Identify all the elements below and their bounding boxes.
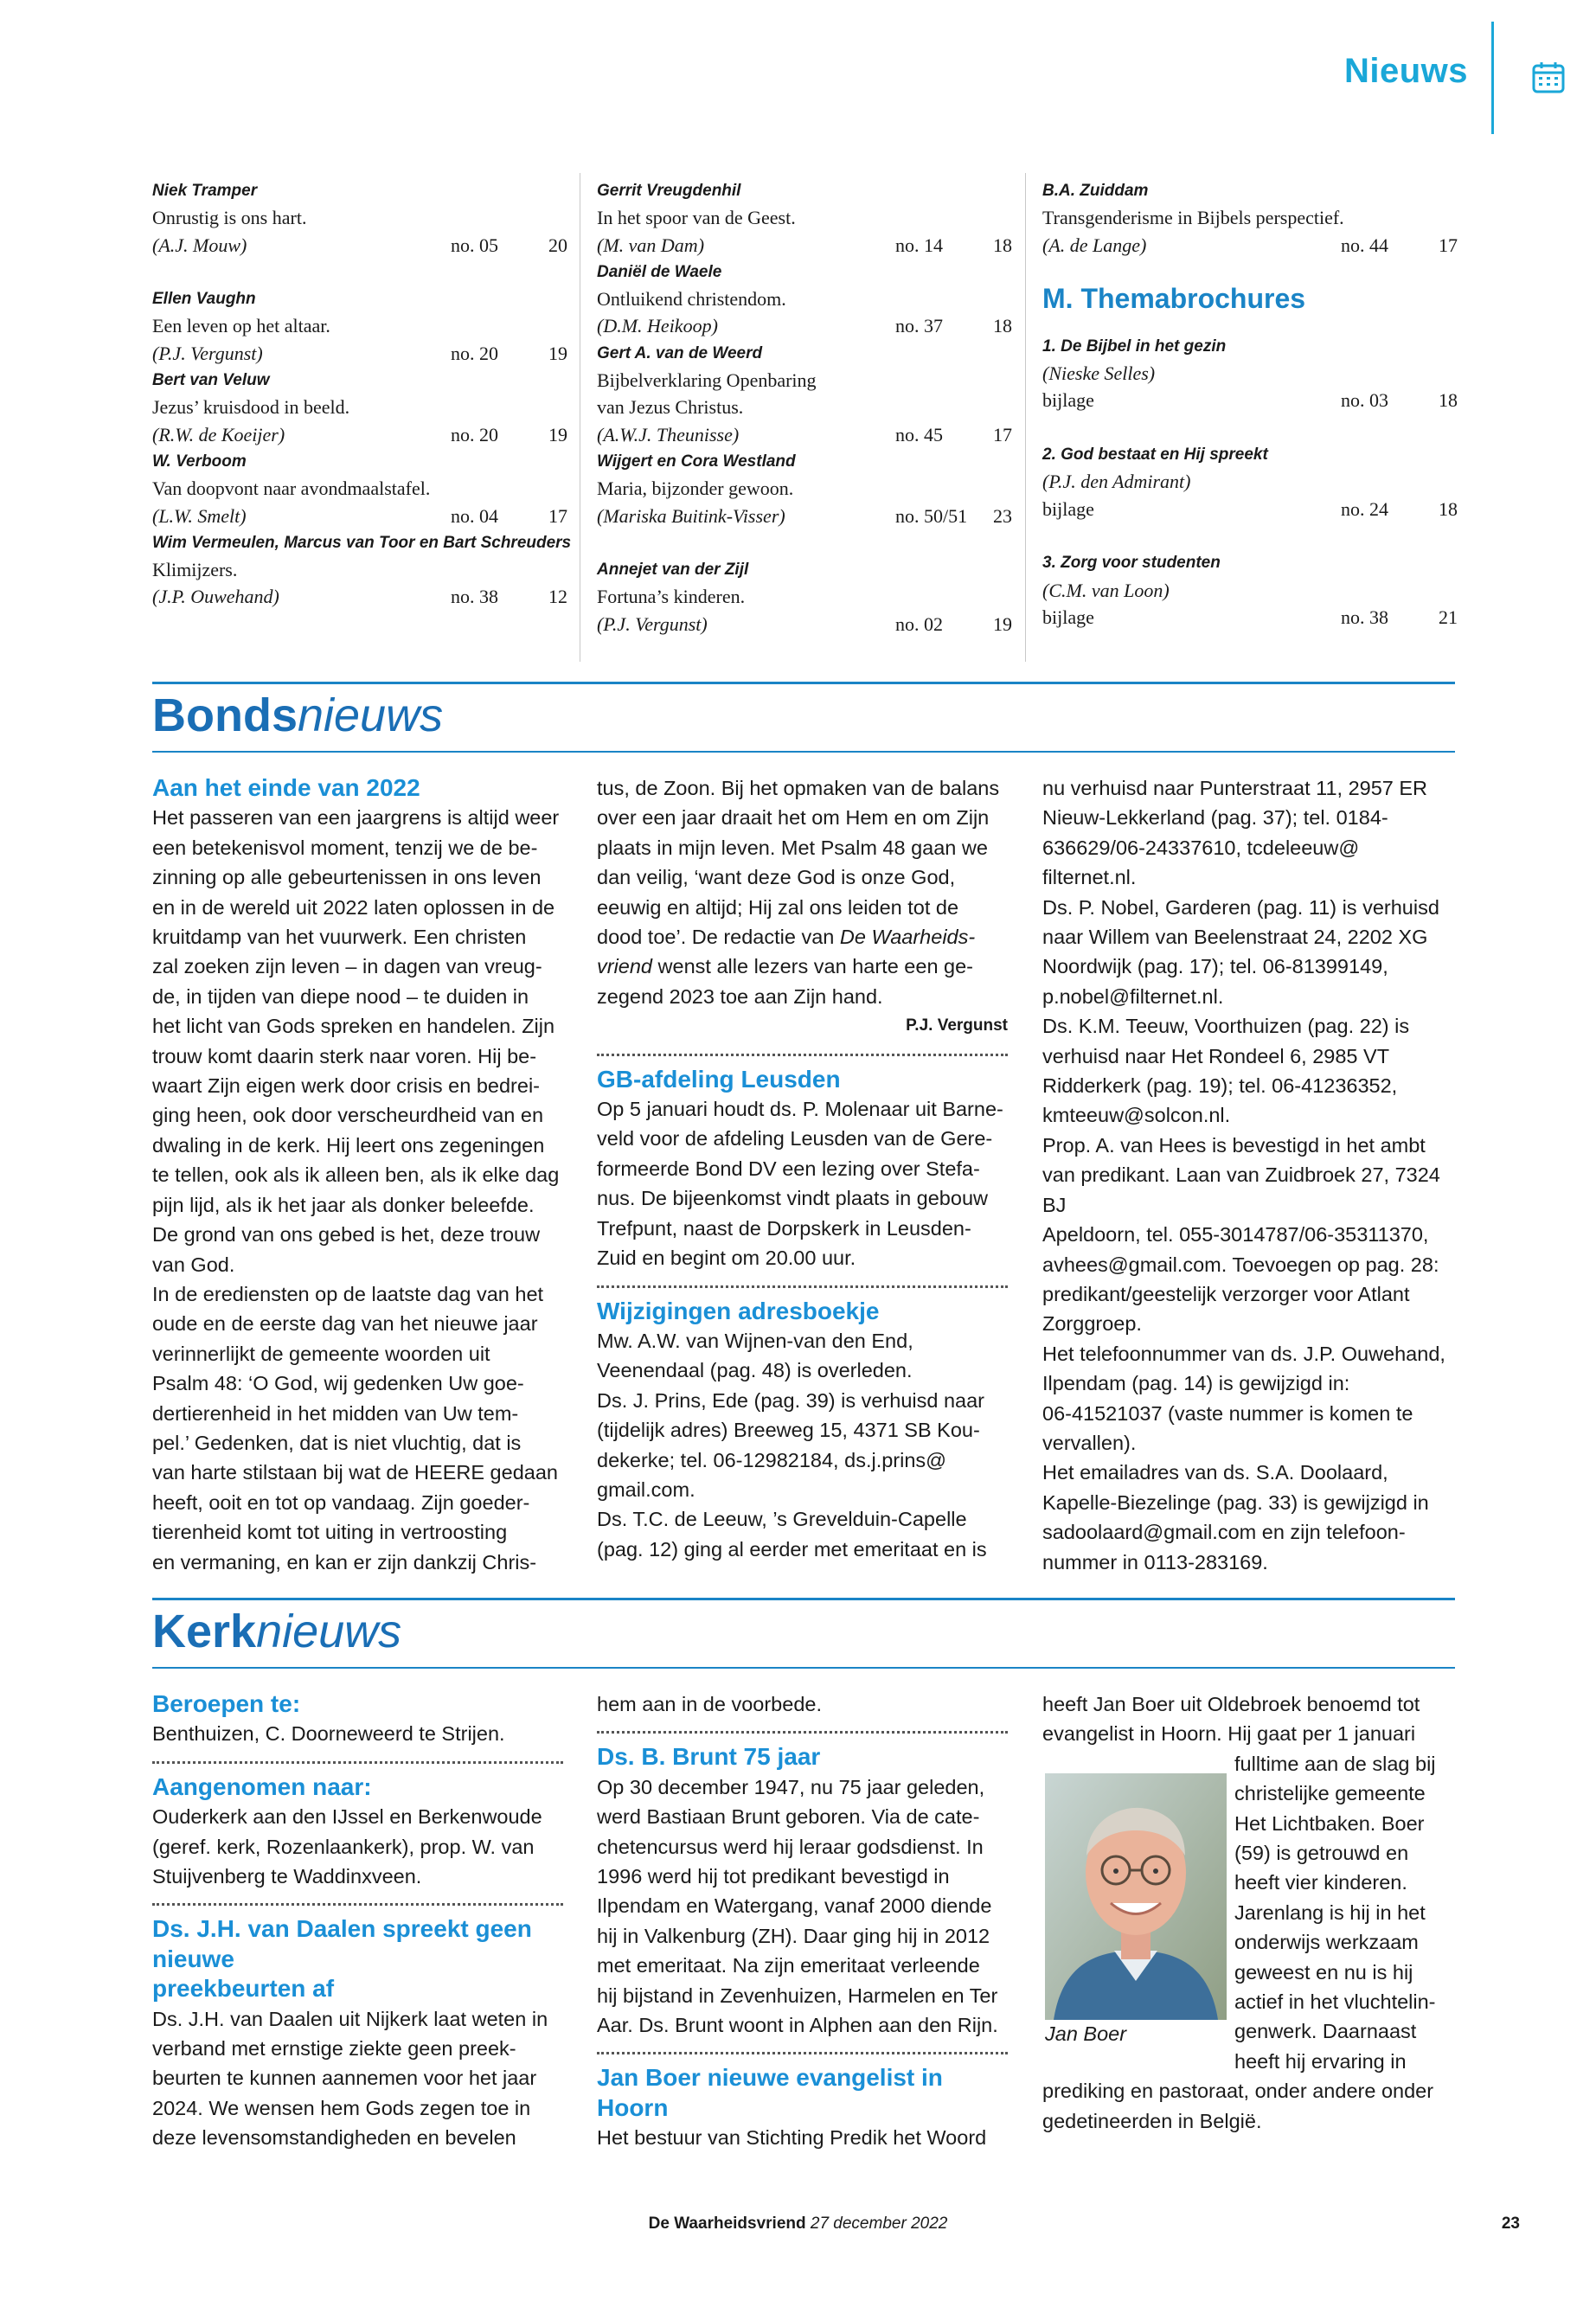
text-line: nu verhuisd naar Punterstraat 11, 2957 ER: [1042, 777, 1428, 799]
text-line: dood toe’. De redactie van De Waarheids-: [597, 926, 976, 949]
text-line: Het telefoonnummer van ds. J.P. Ouwehand,: [1042, 1342, 1445, 1365]
text-line: over een jaar draait het om Hem en om Zijn: [597, 806, 990, 830]
text-line: nus. De bijeenkomst vindt plaats in gebouw: [597, 1187, 988, 1210]
text-line: en vermaning, en kan er zijn dankzij Chris-: [152, 1550, 537, 1574]
text-line: prediking en pastoraat, onder andere onder: [1042, 2080, 1434, 2103]
text-line: het licht van Gods spreken en handelen. Zijn: [152, 1015, 555, 1038]
text-line: veld voor de afdeling Leusden van de Gere-: [597, 1127, 993, 1150]
text-line: dekerke; tel. 06-12982184, ds.j.prins@: [597, 1448, 947, 1471]
article-body: [152, 803, 563, 1577]
text-line: Noordwijk (pag. 17); tel. 06-81399149,: [1042, 955, 1388, 978]
text-line: naar Willem van Beelenstraat 24, 2202 XG: [1042, 926, 1428, 949]
column-divider: [1025, 173, 1026, 662]
text-line: Jarenlang is hij in het: [1234, 1900, 1426, 1924]
index-entry: Daniël de Waele Ontluikend christendom. (D.M. Heikoop) no. 37 18: [597, 262, 1012, 337]
kerknieuws-column-2: hem aan in de voorbede. Ds. B. Brunt 75 jaar Op 30 december 1947, nu 75 jaar geleden, werd Bastiaan Brunt geboren. Via de cate- chetencursus werd hij leraar godsdienst. In 1996 werd hij tot predikant bevestigd in Ilpendam en Watergang, vanaf 2000 diende hij in Valkenburg (ZH). Daar ging hij in 2012 met emeritaat. Na zijn emeritaat verleende hij bijstand in Zevenhuizen, Harmelen en Ter Aar. Ds. Brunt woont in Alphen aan den Rijn. Jan Boer nieuwe evangelist in Hoorn Het bestuur van Stichting Predik het Woord: [597, 1689, 1008, 2153]
text-line: actief in het vluchtelin-: [1234, 1990, 1436, 2014]
index-entry: Bert van Veluw Jezus’ kruisdood in beeld. (R.W. de Koeijer) no. 20 19: [152, 371, 567, 445]
text-line: genwerk. Daarnaast: [1234, 2020, 1417, 2043]
text-line: Ds. T.C. de Leeuw, ’s Grevelduin-Capelle: [597, 1508, 967, 1531]
text-line: Ds. J. Prins, Ede (pag. 39) is verhuisd naar: [597, 1388, 985, 1412]
text-line: heeft, ooit en tot op vandaag. Zijn goeder-: [152, 1490, 530, 1514]
bondsnieuws-column-3: [1042, 773, 1453, 1577]
page-number: 23: [1501, 2214, 1520, 2233]
article-heading: Beroepen te:: [152, 1690, 301, 1717]
text-line: Ds. K.M. Teeuw, Voorthuizen (pag. 22) is: [1042, 1015, 1410, 1038]
text-line: van harte stilstaan bij wat de HEERE gedaan: [152, 1461, 558, 1484]
text-line: Ouderkerk aan den IJssel en Berkenwoude: [152, 1805, 542, 1829]
text-line: 636629/06-24337610, tcdeleeuw@: [1042, 836, 1360, 859]
index-column-1: [152, 177, 572, 611]
text-line: Het Lichtbaken. Boer: [1234, 1811, 1425, 1835]
text-line: Aar. Ds. Brunt woont in Alphen aan den Rijn.: [597, 2014, 998, 2037]
index-column-2: [597, 177, 1012, 638]
text-line: (tijdelijk adres) Breeweg 15, 4371 SB Kou-: [597, 1419, 980, 1442]
section-rule: [152, 751, 1455, 753]
text-line: gedetineerden in België.: [1042, 2109, 1262, 2132]
bondsnieuws-column-2: tus, de Zoon. Bij het opmaken van de balans over een jaar draait het om Hem en om Zijn plaats in mijn leven. Met Psalm 48 gaan we dan veilig, ‘want deze God is onze God, eeuwig en altijd; Hij zal ons leiden tot de dood toe’. De redactie van De Waarheids- vriend wenst alle lezers van harte een ge- zegend 2023 toe aan Zijn hand. P.J. Vergunst GB-afdeling Leusden Op 5 januari houdt ds. P. Molenaar uit Barne- veld voor de afdeling Leusden van de Gere- formeerde Bond DV een lezing over Stefa- nus. De bijeenkomst vindt plaats in gebouw Trefpunt, naast de Dorpskerk in Leusden- Zuid en begint om 20.00 uur. Wijzigingen adresboekje Mw. A.W. van Wijnen-van den End, Veenendaal (pag. 48) is overleden. Ds. J. Prins, Ede (pag. 39) is verhuisd naar (tijdelijk adres) Breeweg 15, 4371 SB Kou- dekerke; tel. 06-12982184, ds.j.prins@ gmail.com. Ds. T.C. de Leeuw, ’s Grevelduin-Capelle (pag. 12) ging al eerder met emeritaat en is: [597, 773, 1008, 1564]
text-line: christelijke gemeente: [1234, 1782, 1426, 1805]
text-line: Op 30 december 1947, nu 75 jaar geleden,: [597, 1775, 985, 1798]
text-line: dertierenheid in het midden van Uw tem-: [152, 1401, 519, 1425]
text-line: Het emailadres van ds. S.A. Doolaard,: [1042, 1461, 1388, 1484]
article-body: [1234, 1749, 1453, 2076]
text-line: Stuijvenberg te Waddinxveen.: [152, 1865, 422, 1888]
text-line: In de erediensten op de laatste dag van het: [152, 1282, 544, 1305]
text-line: Het passeren van een jaargrens is altijd weer: [152, 806, 560, 830]
text-line: fulltime aan de slag bij: [1234, 1752, 1436, 1775]
text-line: Ds. P. Nobel, Garderen (pag. 11) is verhuisd: [1042, 895, 1439, 919]
text-line: sadoolaard@gmail.com en zijn telefoon-: [1042, 1521, 1406, 1544]
article-body: [597, 1326, 1008, 1564]
article-body: [1042, 1689, 1453, 1749]
dotted-separator: [597, 1285, 1008, 1288]
text-line: heeft Jan Boer uit Oldebroek benoemd tot: [1042, 1693, 1420, 1715]
index-entry: Gerrit Vreugdenhil In het spoor van de Geest. (M. van Dam) no. 14 18: [597, 182, 1012, 256]
calendar-icon: [1531, 61, 1566, 95]
text-line: trouw komt daarin sterk naar voren. Hij be-: [152, 1044, 537, 1067]
article-body: [152, 2004, 563, 2153]
article-heading: Ds. B. Brunt 75 jaar: [597, 1743, 821, 1771]
photo-caption: Jan Boer: [1045, 2022, 1127, 2045]
article-heading: Wijzigingen adresboekje: [597, 1297, 880, 1324]
portrait-photo: [1045, 1773, 1227, 2020]
text-line: zal zoeken zijn leven – in dagen van vreug-: [152, 955, 542, 978]
text-line: (pag. 12) ging al eerder met emeritaat en is: [597, 1537, 987, 1561]
section-rule: [152, 1598, 1455, 1600]
text-line: gmail.com.: [597, 1477, 695, 1501]
text-line: verband met ernstige ziekte geen preek-: [152, 2037, 516, 2061]
index-entry: Annejet van der Zijl Fortuna’s kinderen. (P.J. Vergunst) no. 02 19: [597, 561, 1012, 635]
text-line: ging heen, ook door verscheurdheid van en: [152, 1104, 544, 1127]
text-line: Ridderkerk (pag. 19); tel. 06-41236352,: [1042, 1074, 1398, 1098]
text-line: evangelist in Hoorn. Hij gaat per 1 januari: [1042, 1722, 1416, 1746]
page-footer: De Waarheidsvriend 27 december 2022: [648, 2214, 948, 2233]
article-heading: Aan het einde van 2022: [152, 774, 420, 801]
header-divider: [1491, 22, 1494, 134]
index-entry: Wim Vermeulen, Marcus van Toor en Bart Schreuders Klimijzers. (J.P. Ouwehand) no. 38 12: [152, 533, 572, 608]
text-line: Ds. J.H. van Daalen uit Nijkerk laat weten in: [152, 2007, 548, 2030]
text-line: predikant/geestelijk verzorger voor Atlant: [1042, 1282, 1410, 1305]
index-column-3: [1042, 177, 1458, 631]
text-line: nummer in 0113-283169.: [1042, 1550, 1268, 1574]
article-heading: Jan Boer nieuwe evangelist in Hoorn: [597, 2064, 943, 2121]
text-line: p.nobel@filternet.nl.: [1042, 984, 1224, 1008]
text-line: pijn lijd, als ik het jaar als donker beleefde.: [152, 1193, 535, 1216]
text-line: hij in Valkenburg (ZH). Daar ging hij in 2012: [597, 1924, 990, 1947]
text-line: Ilpendam (pag. 14) is gewijzigd in:: [1042, 1372, 1350, 1395]
text-line: van God.: [152, 1253, 235, 1276]
text-line: zinning op alle gebeurtenissen in ons leven: [152, 866, 542, 889]
text-line: tus, de Zoon. Bij het opmaken van de balans: [597, 777, 1000, 799]
text-line: tierenheid komt tot uiting in vertroosting: [152, 1521, 508, 1544]
text-line: verinnerlijkt de gemeente woorden uit: [152, 1342, 490, 1365]
text-line: Op 5 januari houdt ds. P. Molenaar uit Barne-: [597, 1098, 1003, 1121]
text-line: een betekenisvol moment, tenzij we de be-: [152, 836, 538, 859]
text-line: Ilpendam en Watergang, vanaf 2000 diende: [597, 1894, 992, 1918]
text-line: onderwijs werkzaam: [1234, 1931, 1419, 1954]
index-entry: Niek Tramper Onrustig is ons hart. (A.J. Mouw) no. 05 20: [152, 182, 567, 256]
index-entry: Ellen Vaughn Een leven op het altaar. (P.J. Vergunst) no. 20 19: [152, 290, 567, 364]
kerknieuws-title: Kerknieuws: [152, 1606, 402, 1657]
text-line: 1996 werd hij tot predikant bevestigd in: [597, 1865, 950, 1888]
text-line: filternet.nl.: [1042, 866, 1137, 889]
text-line: oude en de eerste dag van het nieuwe jaar: [152, 1312, 538, 1336]
text-line: en in de wereld uit 2022 laten oplossen in de: [152, 895, 555, 919]
text-line: Psalm 48: ‘O God, wij gedenken Uw goe-: [152, 1372, 524, 1395]
article-heading: Aangenomen naar:: [152, 1772, 372, 1800]
article-body: [597, 1772, 1008, 2041]
text-line: met emeritaat. Na zijn emeritaat verleende: [597, 1954, 980, 1977]
author-signature: P.J. Vergunst: [906, 1016, 1008, 1035]
text-line: beurten te kunnen aannemen voor het jaar: [152, 2067, 537, 2090]
article-body: [597, 773, 1008, 952]
index-entry: 2. God bestaat en Hij spreekt (P.J. den Admirant) bijlage no. 24 18: [1042, 445, 1458, 520]
text-line: (geref. kerk, Rozenlaankerk), prop. W. van: [152, 1835, 535, 1858]
section-rule: [152, 682, 1455, 684]
text-line: Prop. A. van Hees is bevestigd in het ambt: [1042, 1133, 1426, 1157]
article-body: [152, 1802, 563, 1891]
section-title: Nieuws: [1343, 52, 1468, 90]
article-body: [1042, 773, 1453, 1577]
text-line: plaats in mijn leven. Met Psalm 48 gaan we: [597, 836, 988, 859]
kerknieuws-column-1: Beroepen te: Benthuizen, C. Doorneweerd te Strijen. Aangenomen naar: Ouderkerk aan den IJssel en Berkenwoude (geref. kerk, Rozenlaankerk), prop. W. van Stuijvenberg te Waddinxveen. Ds. J.H. van Daalen spreekt geen nieuwe preekbeurten af Ds. J.H. van Daalen uit Nijkerk laat weten in verband met ernstige ziekte geen preek- beurten te kunnen aannemen voor het jaar 2024. We wensen hem Gods zegen toe in deze levensomstandigheden en bevelen: [152, 1689, 563, 2153]
text-line: Nieuw-Lekkerland (pag. 37); tel. 0184-: [1042, 806, 1388, 830]
text-line: heeft hij ervaring in: [1234, 2049, 1407, 2073]
text-line: hij bijstand in Zevenhuizen, Harmelen en Ter: [597, 1984, 998, 2007]
dotted-separator: [152, 1903, 563, 1906]
text-line: avhees@gmail.com. Toevoegen op pag. 28:: [1042, 1253, 1439, 1276]
section-rule: [152, 1667, 1455, 1669]
text-line: dan veilig, ‘want deze God is onze God,: [597, 866, 956, 889]
text-line: Mw. A.W. van Wijnen-van den End,: [597, 1329, 913, 1352]
dotted-separator: [597, 1731, 1008, 1734]
article-einde-2022: [152, 773, 563, 1577]
index-entry: B.A. Zuiddam Transgenderisme in Bijbels perspectief. (A. de Lange) no. 44 17: [1042, 182, 1458, 256]
article-body: [597, 1094, 1008, 1272]
index-entry: 3. Zorg voor studenten (C.M. van Loon) bijlage no. 38 21: [1042, 554, 1458, 628]
text-line: de, in tijden van diepe nood – te duiden in: [152, 984, 529, 1008]
text-line: kruitdamp van het vuurwerk. Een christen: [152, 926, 527, 949]
text-line: Apeldoorn, tel. 055-3014787/06-35311370,: [1042, 1223, 1429, 1247]
index-entry: 1. De Bijbel in het gezin (Nieske Selles) bijlage no. 03 18: [1042, 336, 1458, 412]
text-line: Veenendaal (pag. 48) is overleden.: [597, 1359, 913, 1382]
text-line: pel.’ Gedenken, dat is niet vluchtig, dat is: [152, 1431, 522, 1454]
text-line: dwaling in de kerk. Hij leert ons zegeningen: [152, 1133, 545, 1157]
dotted-separator: [152, 1761, 563, 1764]
themabrochures-heading: M. Themabrochures: [1042, 282, 1306, 314]
bondsnieuws-title: Bondsnieuws: [152, 689, 444, 741]
text-line: kmteeuw@solcon.nl.: [1042, 1104, 1231, 1127]
text-line: chetencursus werd hij leraar godsdienst. In: [597, 1835, 984, 1858]
text-line: eeuwig en altijd; Hij zal ons leiden tot de: [597, 895, 959, 919]
dotted-separator: [597, 1054, 1008, 1056]
dotted-separator: [597, 2052, 1008, 2054]
text-line: Kapelle-Biezelinge (pag. 33) is gewijzigd in: [1042, 1490, 1429, 1514]
text-line: De grond van ons gebed is het, deze trouw: [152, 1223, 541, 1247]
text-line: Zorggroep.: [1042, 1312, 1142, 1336]
text-line: waart Zijn eigen werk door crisis en bedrei-: [152, 1074, 540, 1098]
text-line: (59) is getrouwd en: [1234, 1842, 1409, 1865]
text-line: formeerde Bond DV een lezing over Stefa-: [597, 1157, 980, 1180]
article-body: [1042, 2076, 1453, 2136]
index-entry: Gert A. van de Weerd Bijbelverklaring Openbaring van Jezus Christus. (A.W.J. Theunisse) no. 45 17: [597, 343, 1012, 445]
text-line: vervallen).: [1042, 1431, 1137, 1454]
text-line: verhuisd naar Het Rondeel 6, 2985 VT: [1042, 1044, 1390, 1067]
text-line: heeft vier kinderen.: [1234, 1871, 1407, 1894]
index-entry: W. Verboom Van doopvont naar avondmaalstafel. (L.W. Smelt) no. 04 17: [152, 452, 567, 527]
index-entry: Wijgert en Cora Westland Maria, bijzonder gewoon. (Mariska Buitink-Visser) no. 50/51 23: [597, 452, 1012, 527]
text-line: 06-41521037 (vaste nummer is komen te: [1042, 1401, 1413, 1425]
article-heading: Ds. J.H. van Daalen spreekt geen nieuwe: [152, 1915, 532, 1972]
text-line: Zuid en begint om 20.00 uur.: [597, 1247, 856, 1270]
text-line: geweest en nu is hij: [1234, 1960, 1413, 1984]
text-line: van predikant. Laan van Zuidbroek 27, 7324 BJ: [1042, 1163, 1440, 1216]
text-line: werd Bastiaan Brunt geboren. Via de cate-: [597, 1805, 980, 1829]
text-line: Trefpunt, naast de Dorpskerk in Leusden-: [597, 1216, 971, 1240]
article-heading: GB-afdeling Leusden: [597, 1065, 841, 1093]
text-line: 2024. We wensen hem Gods zegen toe in: [152, 2096, 531, 2119]
text-line: deze levensomstandigheden en bevelen: [152, 2126, 516, 2150]
text-line: te tellen, ook als ik alleen ben, als ik elke dag: [152, 1163, 560, 1187]
